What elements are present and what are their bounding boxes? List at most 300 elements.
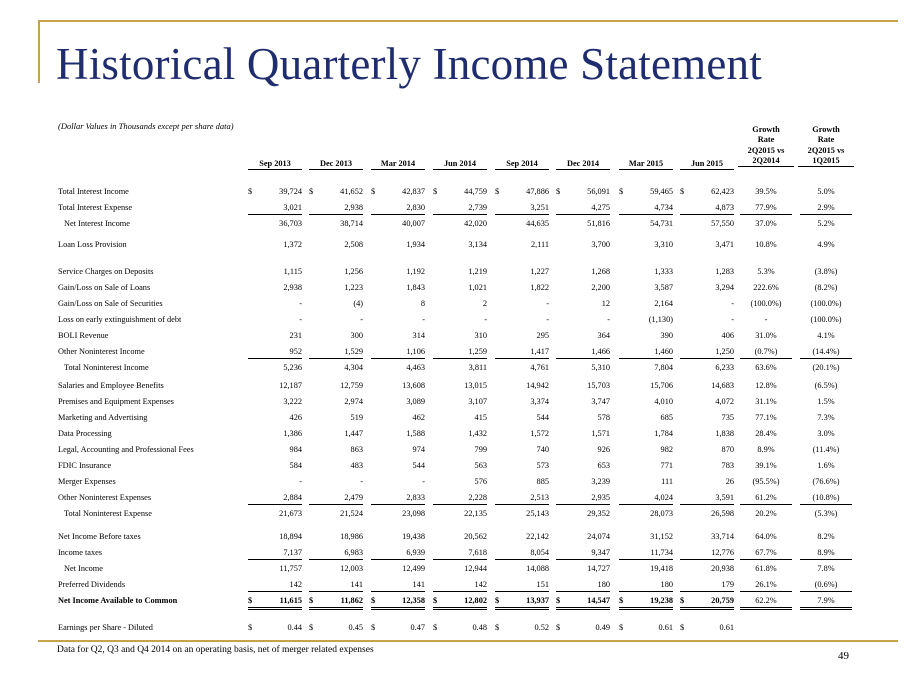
value-text: 6,939 — [406, 548, 425, 557]
column-header: Sep 2013 — [248, 159, 302, 170]
value-cell — [309, 218, 363, 230]
growth-cell: - — [764, 315, 768, 324]
value-cell — [495, 202, 549, 215]
value-cell — [248, 218, 302, 230]
growth-cell: 1.5% — [817, 397, 835, 406]
value-text: 4,734 — [654, 203, 673, 212]
value-cell — [680, 282, 734, 294]
value-text: 3,811 — [468, 363, 487, 372]
growth-cell: (95.5%) — [752, 477, 780, 486]
value-text: 870 — [721, 445, 734, 454]
table-row — [0, 428, 911, 440]
table-row — [0, 563, 911, 575]
value-cell — [309, 428, 363, 440]
dollar-sign: $ — [556, 187, 561, 196]
value-text: 2,513 — [530, 493, 549, 502]
value-cell — [433, 531, 487, 543]
value-cell — [556, 266, 610, 278]
value-text: 22,135 — [464, 509, 487, 518]
value-text: 952 — [289, 347, 302, 356]
value-cell — [248, 282, 302, 294]
value-text: 42,020 — [464, 219, 487, 228]
value-cell — [556, 218, 610, 230]
growth-cell: (100.0%) — [810, 315, 842, 324]
value-cell — [371, 330, 425, 342]
growth-cell: 5.0% — [817, 187, 835, 196]
value-cell — [495, 428, 549, 440]
table-row — [0, 314, 911, 326]
value-cell — [619, 563, 673, 575]
value-text: 0.48 — [472, 623, 487, 632]
dollar-sign: $ — [433, 187, 438, 196]
value-text: 0.61 — [658, 623, 673, 632]
value-text: 1,227 — [530, 267, 549, 276]
dollar-sign: $ — [433, 596, 438, 605]
value-cell — [556, 346, 610, 359]
value-cell — [248, 239, 302, 251]
value-text: 12,802 — [464, 596, 487, 605]
table-row — [0, 460, 911, 472]
column-header: Jun 2015 — [680, 159, 734, 170]
row-label: Net Interest Income — [64, 219, 130, 228]
value-text: 20,759 — [711, 596, 734, 605]
value-text: 2,508 — [344, 240, 363, 249]
row-label: Gain/Loss on Sale of Securities — [58, 299, 163, 308]
dollar-sign: $ — [619, 187, 624, 196]
value-text: - — [299, 299, 302, 308]
growth-cell: 61.8% — [755, 564, 777, 573]
value-text: 42,837 — [402, 187, 425, 196]
value-cell — [309, 492, 363, 505]
value-text: 1,386 — [283, 429, 302, 438]
value-cell — [680, 476, 734, 488]
value-text: 20,562 — [464, 532, 487, 541]
value-text: 364 — [597, 331, 610, 340]
value-cell — [495, 547, 549, 560]
value-text: 31,152 — [650, 532, 673, 541]
row-label: Loan Loss Provision — [58, 240, 127, 249]
value-text: 799 — [474, 445, 487, 454]
value-cell — [309, 346, 363, 359]
row-label: Service Charges on Deposits — [58, 267, 154, 276]
value-cell — [680, 444, 734, 456]
value-text: 111 — [661, 477, 673, 486]
row-label: FDIC Insurance — [58, 461, 112, 470]
value-cell — [433, 239, 487, 251]
table-row — [0, 476, 911, 488]
value-text: 4,873 — [715, 203, 734, 212]
value-cell — [309, 622, 363, 634]
value-cell — [433, 476, 487, 488]
value-text: - — [299, 477, 302, 486]
value-cell — [495, 531, 549, 543]
value-cell — [309, 412, 363, 424]
value-cell — [309, 444, 363, 456]
row-label: Gain/Loss on Sale of Loans — [58, 283, 151, 292]
dollar-sign: $ — [619, 596, 624, 605]
value-text: 3,374 — [530, 397, 549, 406]
value-cell — [248, 547, 302, 560]
value-cell — [495, 444, 549, 456]
value-cell — [680, 547, 734, 560]
value-text: 0.45 — [348, 623, 363, 632]
value-cell — [309, 563, 363, 575]
value-text: 47,886 — [526, 187, 549, 196]
value-text: 14,727 — [587, 564, 610, 573]
dollar-sign: $ — [371, 623, 376, 632]
value-text: - — [299, 315, 302, 324]
value-cell — [680, 531, 734, 543]
value-cell — [619, 186, 673, 198]
value-cell — [371, 380, 425, 392]
value-text: 1,466 — [591, 347, 610, 356]
value-text: - — [422, 315, 425, 324]
value-cell — [495, 508, 549, 520]
value-text: 1,460 — [654, 347, 673, 356]
value-cell — [371, 428, 425, 440]
value-text: 1,192 — [406, 267, 425, 276]
growth-cell: 1.6% — [817, 461, 835, 470]
value-cell — [248, 396, 302, 408]
value-text: 3,107 — [468, 397, 487, 406]
value-cell — [556, 239, 610, 251]
column-header: Mar 2014 — [371, 159, 425, 170]
growth-cell: 31.0% — [755, 331, 777, 340]
value-text: 12,358 — [402, 596, 425, 605]
value-text: 13,608 — [402, 381, 425, 390]
value-cell — [248, 444, 302, 456]
column-header: Dec 2013 — [309, 159, 363, 170]
growth-cell: 8.2% — [817, 532, 835, 541]
value-text: 5,310 — [591, 363, 610, 372]
value-cell — [619, 330, 673, 342]
value-text: 28,073 — [650, 509, 673, 518]
value-text: 2,974 — [344, 397, 363, 406]
value-text: 44,635 — [526, 219, 549, 228]
table-row — [0, 579, 911, 591]
value-text: 584 — [289, 461, 302, 470]
dollar-sign: $ — [495, 596, 500, 605]
growth-cell: 5.3% — [757, 267, 775, 276]
dollar-sign: $ — [309, 596, 314, 605]
value-cell — [433, 563, 487, 575]
value-text: 2,111 — [530, 240, 549, 249]
value-cell — [371, 508, 425, 520]
growth-cell: (76.6%) — [812, 477, 840, 486]
value-cell — [371, 547, 425, 560]
growth-cell: 7.3% — [817, 413, 835, 422]
row-label: Other Noninterest Expenses — [58, 493, 152, 502]
value-text: 1,417 — [530, 347, 549, 356]
value-cell — [680, 266, 734, 278]
value-cell — [619, 444, 673, 456]
table-row — [0, 622, 911, 634]
value-cell — [680, 396, 734, 408]
column-header: Sep 2014 — [495, 159, 549, 170]
value-text: 11,862 — [340, 596, 363, 605]
value-cell — [556, 428, 610, 440]
growth-cell: 77.9% — [740, 202, 792, 215]
value-text: 54,731 — [650, 219, 673, 228]
value-text: 5,236 — [283, 363, 302, 372]
value-cell — [680, 202, 734, 215]
value-cell — [433, 298, 487, 310]
value-cell — [433, 412, 487, 424]
value-cell — [309, 266, 363, 278]
value-cell — [248, 508, 302, 520]
value-cell — [680, 362, 734, 374]
footnote: Data for Q2, Q3 and Q4 2014 on an operating basis, net of merger related expenses — [57, 645, 374, 655]
value-text: 390 — [660, 331, 673, 340]
value-cell — [433, 595, 487, 610]
value-text: 1,572 — [530, 429, 549, 438]
row-label: Income taxes — [58, 548, 103, 557]
table-row — [0, 362, 911, 374]
value-cell — [619, 266, 673, 278]
column-header: Mar 2015 — [619, 159, 673, 170]
growth-cell — [740, 622, 792, 634]
row-label: Earnings per Share - Diluted — [58, 623, 153, 632]
value-text: 1,250 — [715, 347, 734, 356]
value-cell — [619, 239, 673, 251]
growth-cell: 7.9% — [800, 595, 852, 610]
value-text: 573 — [536, 461, 549, 470]
value-cell — [371, 444, 425, 456]
value-cell — [371, 563, 425, 575]
value-text: 4,072 — [715, 397, 734, 406]
value-text: 62,423 — [711, 187, 734, 196]
value-text: 36,703 — [279, 219, 302, 228]
row-label: Premises and Equipment Expenses — [58, 397, 174, 406]
value-cell — [433, 492, 487, 505]
value-text: 38,714 — [340, 219, 363, 228]
value-cell — [556, 396, 610, 408]
value-cell — [495, 622, 549, 634]
value-cell — [309, 476, 363, 488]
value-cell — [619, 460, 673, 472]
table-row — [0, 186, 911, 198]
value-cell — [495, 314, 549, 326]
dollar-sign: $ — [680, 596, 685, 605]
column-header: Jun 2014 — [433, 159, 487, 170]
value-text: 12,776 — [711, 548, 734, 557]
value-cell — [309, 314, 363, 326]
value-cell — [556, 531, 610, 543]
table-row — [0, 396, 911, 408]
value-cell — [309, 202, 363, 215]
value-cell — [248, 346, 302, 359]
value-cell — [433, 380, 487, 392]
value-cell — [619, 547, 673, 560]
value-cell — [556, 362, 610, 374]
value-cell — [619, 428, 673, 440]
value-text: 984 — [289, 445, 302, 454]
value-text: 3,089 — [406, 397, 425, 406]
growth-cell: (6.5%) — [814, 381, 838, 390]
value-cell — [680, 412, 734, 424]
value-text: 56,091 — [587, 187, 610, 196]
growth-cell: (3.8%) — [814, 267, 838, 276]
value-cell — [371, 218, 425, 230]
value-cell — [371, 239, 425, 251]
value-text: 29,352 — [587, 509, 610, 518]
value-text: 1,588 — [406, 429, 425, 438]
value-text: 51,816 — [587, 219, 610, 228]
value-cell — [309, 579, 363, 592]
growth-cell: 39.5% — [755, 187, 777, 196]
value-cell — [433, 547, 487, 560]
value-text: 3,294 — [715, 283, 734, 292]
value-text: 519 — [350, 413, 363, 422]
value-cell — [680, 239, 734, 251]
growth-cell: 28.4% — [755, 429, 777, 438]
value-text: 1,268 — [591, 267, 610, 276]
value-cell — [248, 380, 302, 392]
value-text: 295 — [536, 331, 549, 340]
value-text: 4,010 — [654, 397, 673, 406]
value-cell — [309, 531, 363, 543]
table-row — [0, 595, 911, 607]
value-text: 1,223 — [344, 283, 363, 292]
value-cell — [309, 298, 363, 310]
row-label: Data Processing — [58, 429, 112, 438]
value-cell — [495, 239, 549, 251]
value-cell — [248, 595, 302, 610]
value-text: 2 — [482, 299, 487, 308]
value-text: 179 — [721, 580, 734, 589]
value-cell — [371, 362, 425, 374]
value-cell — [433, 508, 487, 520]
value-text: 21,524 — [340, 509, 363, 518]
value-cell — [248, 563, 302, 575]
row-label: Net Income Before taxes — [58, 532, 141, 541]
value-cell — [619, 298, 673, 310]
value-text: 0.44 — [287, 623, 302, 632]
value-cell — [495, 460, 549, 472]
growth-cell: (5.3%) — [814, 509, 838, 518]
value-text: 19,238 — [650, 596, 673, 605]
value-text: 2,830 — [406, 203, 425, 212]
value-text: - — [546, 315, 549, 324]
dollar-sign: $ — [680, 623, 685, 632]
value-text: 141 — [412, 580, 425, 589]
value-cell — [309, 595, 363, 610]
value-text: 14,942 — [526, 381, 549, 390]
value-text: - — [360, 477, 363, 486]
growth-cell: 37.0% — [755, 219, 777, 228]
value-text: 8 — [420, 299, 425, 308]
value-text: - — [422, 477, 425, 486]
value-cell — [495, 346, 549, 359]
value-cell — [248, 266, 302, 278]
dollar-sign: $ — [619, 623, 624, 632]
value-text: 1,432 — [468, 429, 487, 438]
value-cell — [619, 508, 673, 520]
value-text: 1,447 — [344, 429, 363, 438]
value-cell — [680, 330, 734, 342]
value-text: 863 — [350, 445, 363, 454]
growth-cell: 8.9% — [757, 445, 775, 454]
value-cell — [680, 579, 734, 592]
value-cell — [556, 314, 610, 326]
value-cell — [680, 186, 734, 198]
value-cell — [495, 380, 549, 392]
dollar-sign: $ — [248, 596, 253, 605]
table-row — [0, 202, 911, 214]
value-cell — [433, 202, 487, 215]
value-text: 18,986 — [340, 532, 363, 541]
table-row — [0, 218, 911, 230]
value-text: 180 — [597, 580, 610, 589]
value-text: 462 — [412, 413, 425, 422]
value-cell — [556, 444, 610, 456]
value-text: 4,463 — [406, 363, 425, 372]
value-text: 3,239 — [591, 477, 610, 486]
dollar-sign: $ — [248, 623, 253, 632]
value-text: 13,937 — [526, 596, 549, 605]
value-text: 3,251 — [530, 203, 549, 212]
dollar-sign: $ — [495, 187, 500, 196]
row-label: Legal, Accounting and Professional Fees — [58, 445, 194, 454]
growth-cell: 64.0% — [755, 532, 777, 541]
value-text: 1,571 — [591, 429, 610, 438]
value-text: 563 — [474, 461, 487, 470]
value-cell — [309, 460, 363, 472]
table-row — [0, 531, 911, 543]
value-cell — [495, 563, 549, 575]
value-cell — [495, 362, 549, 374]
value-text: - — [607, 315, 610, 324]
value-cell — [680, 380, 734, 392]
table-row — [0, 239, 911, 251]
value-cell — [309, 330, 363, 342]
value-text: 426 — [289, 413, 302, 422]
value-text: (4) — [353, 299, 363, 308]
value-text: 3,222 — [283, 397, 302, 406]
value-text: 25,143 — [526, 509, 549, 518]
value-cell — [433, 266, 487, 278]
value-text: 735 — [721, 413, 734, 422]
value-text: 23,098 — [402, 509, 425, 518]
dollar-sign: $ — [371, 596, 376, 605]
dollar-sign: $ — [433, 623, 438, 632]
value-text: 2,164 — [654, 299, 673, 308]
dollar-sign: $ — [371, 187, 376, 196]
value-cell — [309, 362, 363, 374]
value-text: 12,759 — [340, 381, 363, 390]
value-cell — [495, 266, 549, 278]
value-text: 7,804 — [654, 363, 673, 372]
value-text: 2,228 — [468, 493, 487, 502]
dollar-sign: $ — [680, 187, 685, 196]
dollar-sign: $ — [248, 187, 253, 196]
value-text: 12,187 — [279, 381, 302, 390]
value-cell — [495, 298, 549, 310]
value-text: 926 — [597, 445, 610, 454]
value-text: 41,652 — [340, 187, 363, 196]
growth-cell: (20.1%) — [812, 363, 840, 372]
value-cell — [248, 186, 302, 198]
table-row — [0, 492, 911, 504]
table-row — [0, 444, 911, 456]
value-cell — [495, 492, 549, 505]
row-label: Net Income Available to Common — [58, 596, 178, 605]
value-text: - — [731, 315, 734, 324]
value-text: 783 — [721, 461, 734, 470]
value-cell — [619, 202, 673, 215]
growth-cell: (10.8%) — [800, 492, 852, 505]
growth-header: Growth Rate 2Q2015 vs 2Q2014 — [738, 125, 794, 167]
